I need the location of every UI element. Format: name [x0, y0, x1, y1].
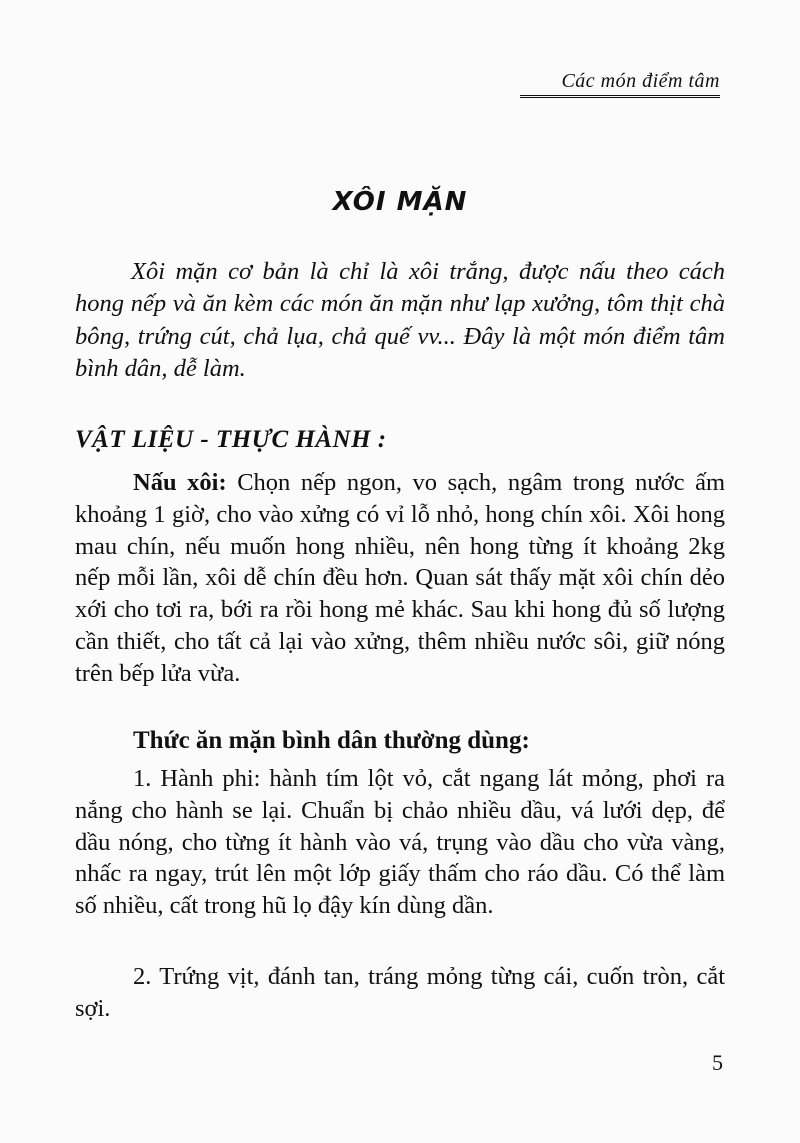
intro-text: Xôi mặn cơ bản là chỉ là xôi trắng, được nấu theo cách hong nếp và ăn kèm các món ăn mặn như lạp xưởng, tôm thịt chà bông, trứng cút, chả lụa, chả quế vv... Đây là một món điểm tâm bình dân, dễ làm. — [75, 258, 725, 382]
recipe-title: XÔI MẶN — [332, 187, 468, 218]
running-header: Các món điểm tâm — [520, 70, 720, 98]
dish-item-text: 1. Hành phi: hành tím lột vỏ, cắt ngang lát mỏng, phơi ra nắng cho hành se lại. Chuẩn bị chảo nhiều dầu, vá lưới dẹp, để dầu nóng, cho từng ít hành vào vá, trụng vào dầu cho vừa vàng, nhấc ra ngay, trút lên một lớp giấy thấm cho ráo dầu. Có thể làm số nhiều, cất trong hũ lọ đậy kín dùng dần. — [75, 765, 725, 920]
dishes-heading: Thức ăn mặn bình dân thường dùng: — [133, 727, 530, 754]
page-number: 5 — [712, 1050, 723, 1075]
intro-paragraph — [75, 256, 725, 385]
dish-item-2 — [75, 961, 725, 1025]
dish-item-1 — [75, 763, 725, 922]
section-heading: VẬT LIỆU - THỰC HÀNH : — [75, 426, 387, 453]
cook-rice-body: Chọn nếp ngon, vo sạch, ngâm trong nước ấm khoảng 1 giờ, cho vào xửng có vỉ lỗ nhỏ, hong chín xôi. Xôi hong mau chín, nếu muốn hong nhiều, nên hong từng ít khoảng 2kg nếp mỗi lần, xôi dễ chín đều hơn. Quan sát thấy mặt xôi chín dẻo xới cho tơi ra, bới ra rồi hong mẻ khác. Sau khi hong đủ số lượng cần thiết, cho tất cả lại vào xửng, thêm nhiều nước sôi, giữ nóng trên bếp lửa vừa. — [75, 469, 725, 687]
cook-rice-paragraph — [75, 467, 725, 690]
dish-item-text: 2. Trứng vịt, đánh tan, tráng mỏng từng cái, cuốn tròn, cắt sợi. — [75, 963, 725, 1022]
cook-rice-label: Nấu xôi: — [133, 469, 227, 496]
cook-rice-text — [75, 467, 725, 690]
